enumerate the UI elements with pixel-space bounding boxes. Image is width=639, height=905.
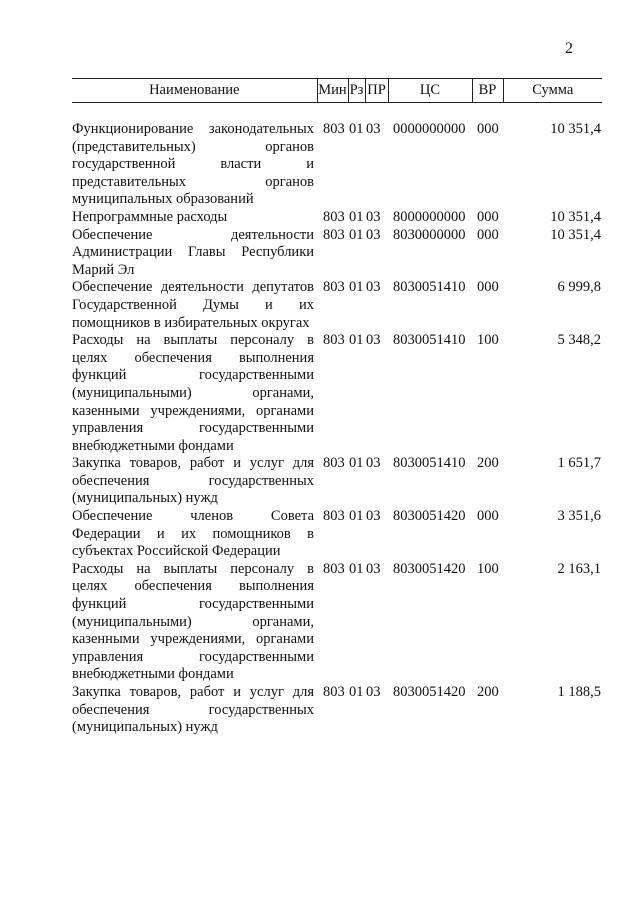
row-min: 803	[323, 332, 345, 349]
row-pr: 03	[366, 279, 381, 296]
row-cs: 8030051410	[393, 455, 466, 472]
row-vr: 000	[477, 508, 499, 525]
row-pr: 03	[366, 332, 381, 349]
row-rz: 01	[349, 226, 364, 243]
row-pr: 03	[366, 508, 381, 525]
row-vr: 000	[477, 226, 499, 243]
table-row	[72, 332, 602, 455]
row-min: 803	[323, 508, 345, 525]
row-sum: 3 351,6	[557, 508, 601, 525]
row-name: Обеспечение деятельности депутатов Государственной Думы и их помощников в избирательных округах	[72, 279, 314, 331]
row-pr: 03	[366, 208, 381, 225]
table-row	[72, 508, 602, 561]
row-sum: 10 351,4	[550, 226, 601, 243]
row-vr: 200	[477, 684, 499, 700]
table-header-row	[72, 79, 602, 103]
row-sum: 1 188,5	[557, 684, 601, 700]
row-sum: 1 651,7	[557, 455, 601, 472]
row-vr: 100	[477, 332, 499, 349]
row-name: Функционирование законодательных (представительных) органов государственной власти и представительных органов муниципальных образований	[72, 121, 314, 208]
row-rz: 01	[349, 684, 364, 700]
row-name: Непрограммные расходы	[72, 208, 228, 225]
header-vr: ВР	[472, 79, 503, 103]
row-vr: 100	[477, 560, 499, 577]
row-min: 803	[323, 208, 345, 225]
row-pr: 03	[366, 684, 381, 700]
row-vr: 000	[477, 279, 499, 296]
header-name: Наименование	[72, 79, 317, 103]
table-row	[72, 455, 602, 508]
row-name: Закупка товаров, работ и услуг для обеспечения государственных (муниципальных) нужд	[72, 684, 314, 736]
header-pr: ПР	[365, 79, 388, 103]
header-cs: ЦС	[388, 79, 472, 103]
row-min: 803	[323, 279, 345, 296]
row-name: Обеспечение членов Совета Федерации и их помощников в субъектах Российской Федерации	[72, 508, 314, 560]
row-cs: 8000000000	[393, 208, 466, 225]
row-pr: 03	[366, 121, 381, 137]
row-vr: 000	[477, 121, 499, 137]
row-rz: 01	[349, 455, 364, 472]
row-rz: 01	[349, 121, 364, 137]
row-pr: 03	[366, 226, 381, 243]
row-cs: 0000000000	[393, 121, 466, 137]
header-rz: Рз	[348, 79, 365, 103]
row-rz: 01	[349, 332, 364, 349]
header-min: Мин	[317, 79, 348, 103]
row-vr: 000	[477, 208, 499, 225]
row-min: 803	[323, 560, 345, 577]
table-row	[72, 209, 602, 227]
budget-table	[72, 78, 602, 737]
table-spacer	[72, 103, 602, 122]
table-row	[72, 121, 602, 209]
row-rz: 01	[349, 508, 364, 525]
table-row	[72, 684, 602, 737]
row-sum: 6 999,8	[557, 279, 601, 296]
row-cs: 8030051420	[393, 508, 466, 525]
row-sum: 5 348,2	[557, 332, 601, 349]
row-rz: 01	[349, 560, 364, 577]
table-row	[72, 279, 602, 332]
row-cs: 8030051410	[393, 332, 466, 349]
row-name: Расходы на выплаты персоналу в целях обеспечения выполнения функций государственными (муниципальными) органами, казенными учреждениями, органами управления государственными внебюджетными фондами	[72, 560, 314, 683]
row-cs: 8030000000	[393, 226, 466, 243]
row-pr: 03	[366, 560, 381, 577]
row-sum: 10 351,4	[550, 208, 601, 225]
row-min: 803	[323, 226, 345, 243]
row-vr: 200	[477, 455, 499, 472]
table-row	[72, 561, 602, 684]
table-row	[72, 227, 602, 280]
row-cs: 8030051410	[393, 279, 466, 296]
page-number: 2	[565, 40, 573, 57]
header-sum: Сумма	[503, 79, 602, 103]
row-min: 803	[323, 684, 345, 700]
row-name: Обеспечение деятельности Администрации Главы Республики Марий Эл	[72, 226, 314, 278]
row-name: Расходы на выплаты персоналу в целях обеспечения выполнения функций государственными (муниципальными) органами, казенными учреждениями, органами управления государственными внебюджетными фондами	[72, 332, 314, 454]
row-min: 803	[323, 455, 345, 472]
row-name: Закупка товаров, работ и услуг для обеспечения государственных (муниципальных) нужд	[72, 455, 314, 507]
row-cs: 8030051420	[393, 560, 466, 577]
row-sum: 2 163,1	[557, 560, 601, 577]
row-cs: 8030051420	[393, 684, 466, 700]
row-rz: 01	[349, 279, 364, 296]
row-min: 803	[323, 121, 345, 137]
row-rz: 01	[349, 208, 364, 225]
row-sum: 10 351,4	[550, 121, 601, 137]
row-pr: 03	[366, 455, 381, 472]
